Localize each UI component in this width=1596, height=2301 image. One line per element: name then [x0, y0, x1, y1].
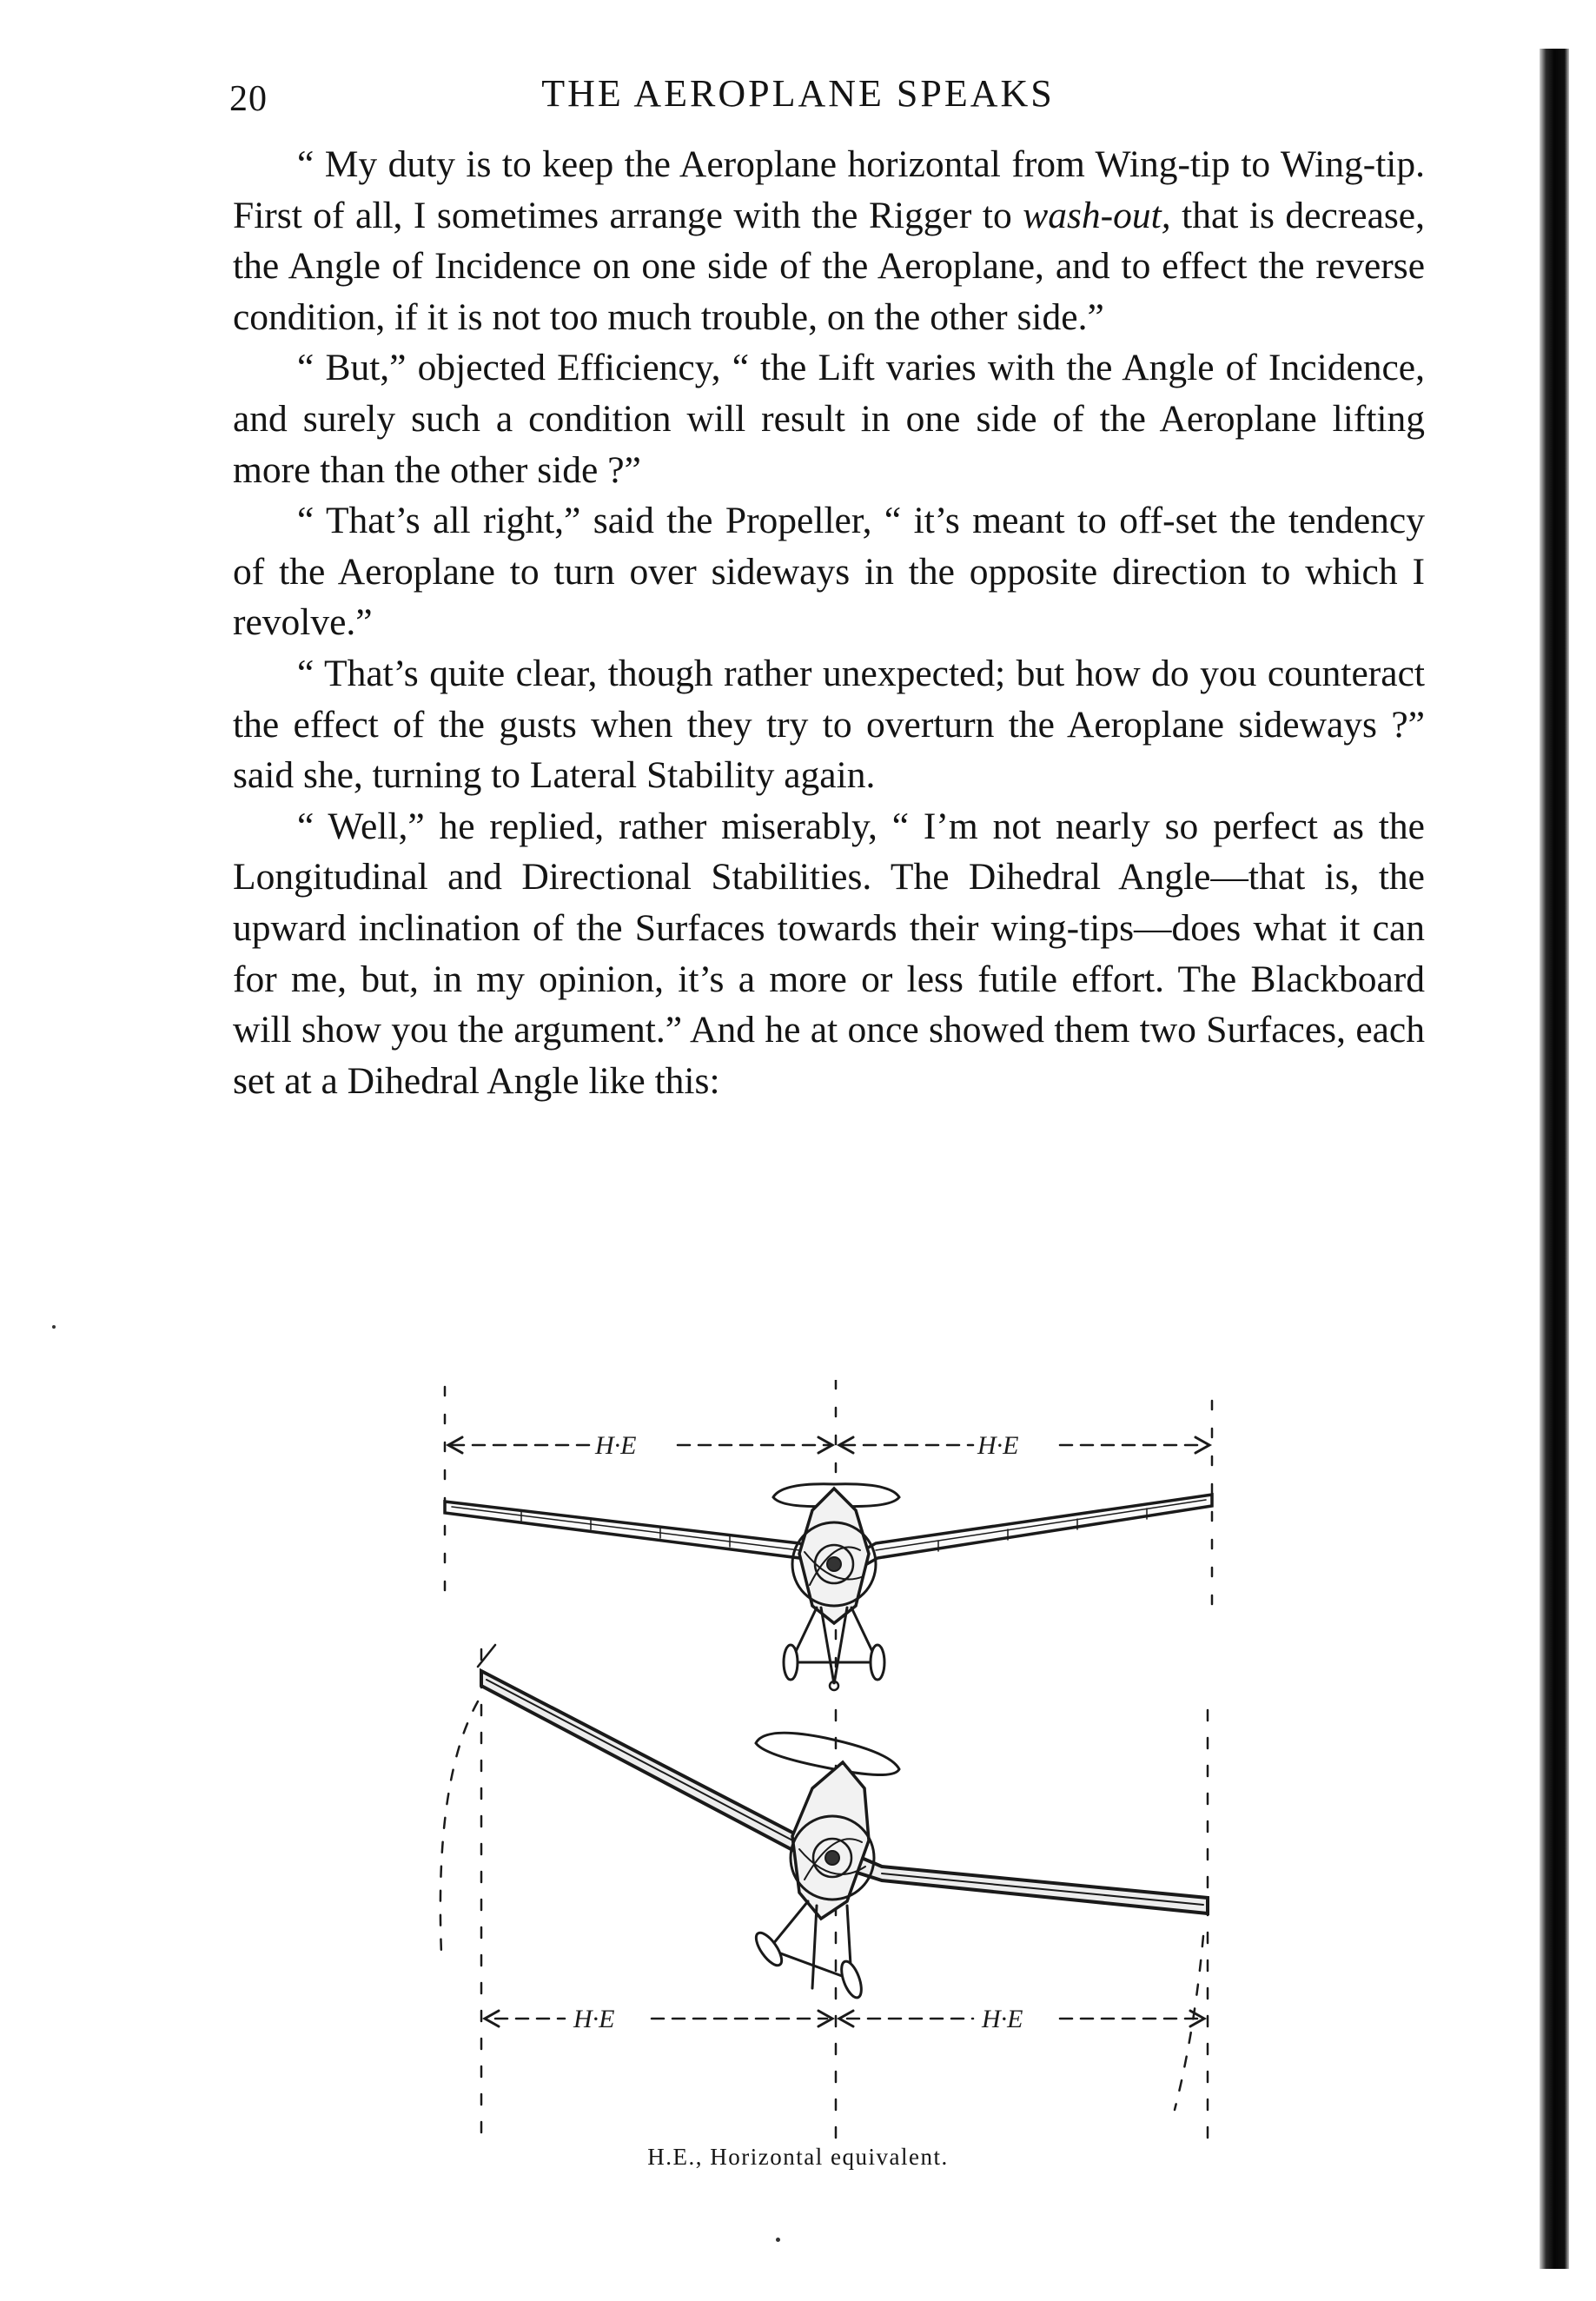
page-number: 20 [229, 79, 268, 119]
wash-out-term: wash-out, [1023, 194, 1171, 236]
label-bottom-right: H·E [982, 2005, 1023, 2033]
paragraph-3: “ That’s all right,” said the Propeller, “ it’s meant to off-set the tendency of the Aeroplane to turn over sideways in the opposite direction to which I revolve.” [233, 500, 1425, 644]
figure-caption: H.E., Horizontal equivalent. [647, 2144, 949, 2170]
dihedral-angle-figure [417, 1380, 1251, 2145]
body-text [233, 139, 1425, 1106]
paragraph-1 [233, 139, 1425, 342]
paragraph-4: “ That’s quite clear, though rather unexpected; but how do you counteract the effect of the gusts when they try to overturn the Aeroplane sideways ?” said she, turning to Lateral Stability again. [233, 652, 1425, 797]
label-top-left: H·E [595, 1431, 637, 1460]
tilted-aeroplane [481, 1671, 1208, 2000]
dihedral-diagram [417, 1380, 1251, 2145]
paragraph-1-part-a: “ My duty is to keep the Aeroplane horizontal from Wing-tip to Wing-tip. First of all, I sometimes arrange with the Rigger to [233, 143, 1425, 236]
level-aeroplane [445, 1484, 1212, 1690]
paragraph-1-part-b: that is decrease, the Angle of Incidence on one side of the Aeroplane, and to effect the reverse condition, if it is not too much trouble, on the other side.” [233, 194, 1425, 338]
running-head: THE AEROPLANE SPEAKS [541, 72, 1055, 115]
scan-edge-shadow [1540, 49, 1569, 2269]
label-top-right: H·E [977, 1431, 1019, 1460]
label-bottom-left: H·E [573, 2005, 615, 2033]
left-swing-arc [440, 1701, 478, 1953]
paragraph-5: “ Well,” he replied, rather miserably, “ I’m not nearly so perfect as the Longitudinal and Directional Stabilities. The Dihedral Angle—that is, the upward inclination of the Surfaces towards their wing-tips—does what it can for me, but, in my opinion, it’s a more or less futile effort. The Blackboard will show you the argument.” And he at once showed them two Surfaces, each set at a Dihedral Angle like this: [233, 805, 1425, 1102]
ink-speck [52, 1325, 56, 1329]
paragraph-2: “ But,” objected Efficiency, “ the Lift varies with the Angle of Incidence, and surely such a condition will result in one side of the Aeroplane lifting more than the other side ?” [233, 347, 1425, 491]
ink-speck [776, 2238, 780, 2242]
